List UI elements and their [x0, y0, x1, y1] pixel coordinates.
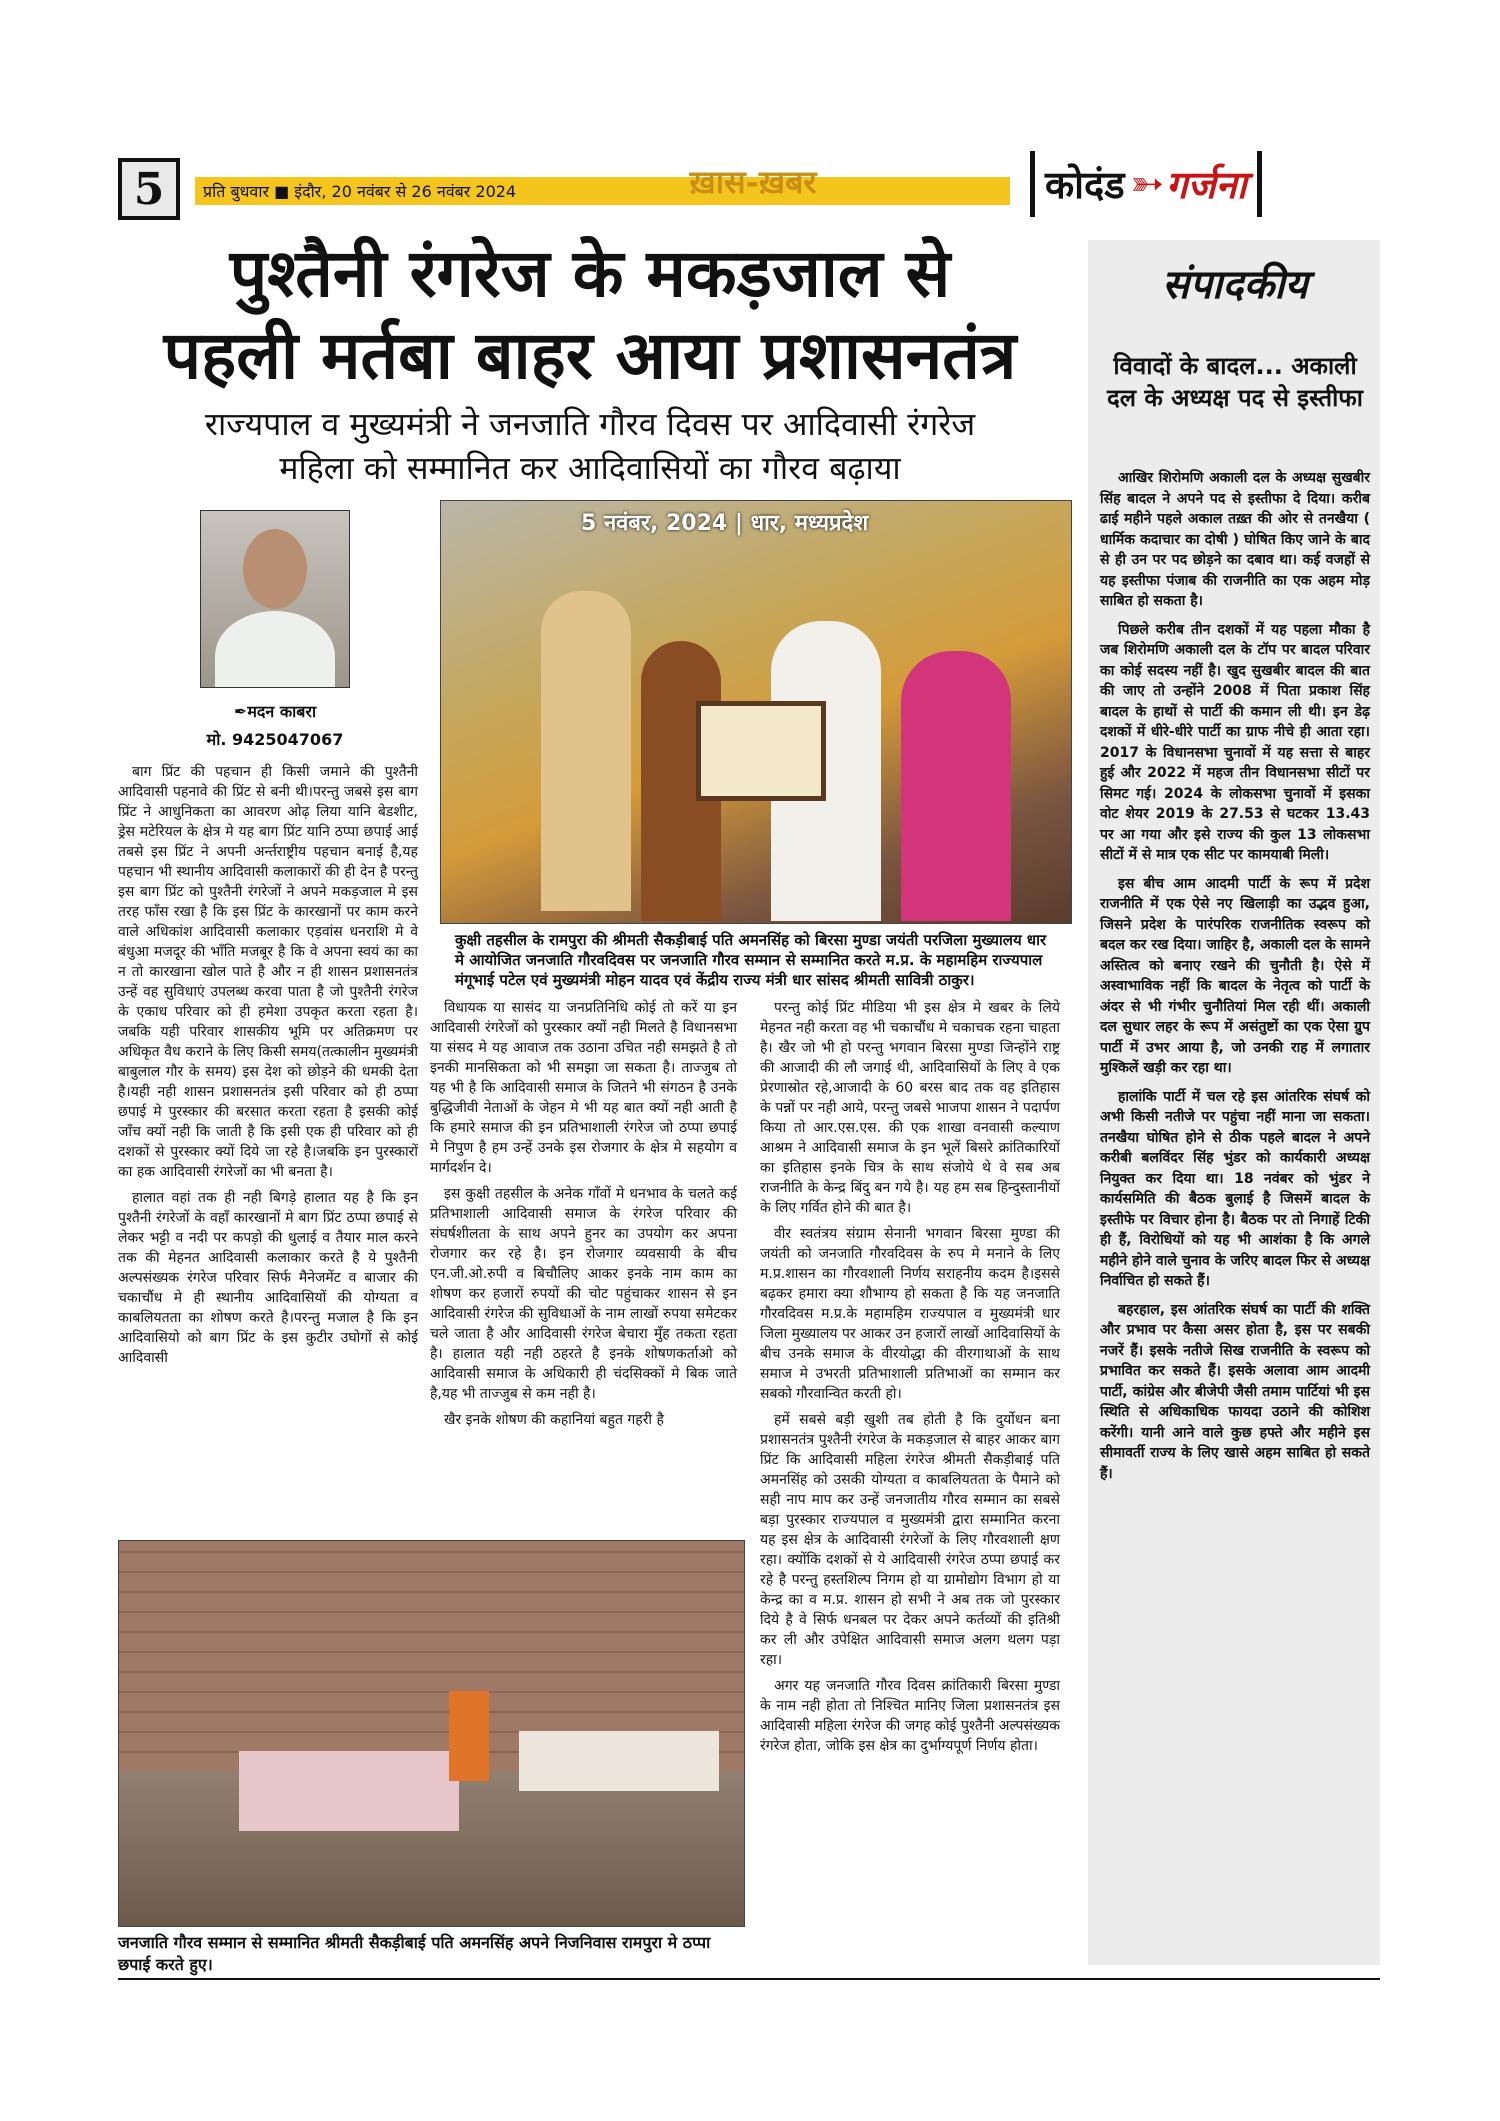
- paragraph: आखिर शिरोमणि अकाली दल के अध्यक्ष सुखबीर सिंह बादल ने अपने पद से इस्तीफा दे दिया। करीब ढाई महीने पहले अकाल तख़्त की ओर से तनखैया ( धार्मिक कदाचार का दोषी ) घोषित किए जाने के बाद से ही उन पर पद छोड़ने का दबाव था। कई वजहों से यह इस्तीफा पंजाब की राजनीति का एक अहम मोड़ साबित हो सकता है।: [1100, 470, 1370, 609]
- photo-figure: [541, 591, 631, 911]
- photo-chair: [449, 1691, 489, 1781]
- paragraph: हालात वहां तक ही नही बिगड़े हालात यह है कि इन पुश्तैनी रंगरेजों के वहाँ कारखानों मे बाग प्रिंट ठप्पा छपाई से लेकर भट्टी व नदी पर कपड़ो की धुलाई व तैयार माल करने तक की मेहनत आदिवासी कलाकार करते है ये पुश्तैनी अल्पसंख्यक रंगरेज परिवार सिर्फ मैनेजमेंट व बाजार की चकाचौंध मे ही स्थानीय आदिवासियों की योग्यता व काबलियतता का शोषण करते है।परन्तु मजाल है कि इन आदिवासियो को बाग प्रिंट के इस कुटीर उघोगों से कोई आदिवासी: [118, 1190, 418, 1366]
- page-number: 5: [118, 158, 180, 220]
- paragraph: बहरहाल, इस आंतरिक संघर्ष का पार्टी की शक्ति और प्रभाव पर कैसा असर होता है, इस पर सबकी नजरें हैं। इसके नतीजे सिख राजनीति के स्वरूप को प्रभावित कर सकते हैं। इसके अलावा आम आदमी पार्टी, कांग्रेस और बीजेपी जैसी तमाम पार्टियां भी इस स्थिति से अधिकाधिक फायदा उठाने की कोशिश करेंगी। यानी आने वाले कुछ हफ्ते और महीने इस सीमावर्ती राज्य के लिए खासे अहम साबित हो सकते हैं।: [1100, 1301, 1370, 1482]
- dateline: प्रति बुधवार ■ इंदौर, 20 नवंबर से 26 नवंबर 2024: [195, 177, 1010, 205]
- photo-print-table: [239, 1751, 459, 1831]
- author-photo-body: [215, 611, 335, 688]
- author-phone: मो. 9425047067: [206, 730, 344, 749]
- logo-divider: [1030, 151, 1035, 217]
- paragraph: विधायक या सासंद या जनप्रतिनिधि कोई तो करें या इन आदिवासी रंगरेजों को पुरस्कार क्यों नही मिलते है विधानसभा या संसद मे यह आवाज तक उठाना उचित नही समझते है तो इनकी मानसिकता को भी समझा जा सकता है। ताज्जुब तो यह भी है कि आदिवासी समाज के जितने भी संगठन है उनके बुद्धिजीवी नेताओं के जेहन मे भी यह बात क्यों नही आती है कि हमारे समाज की इन प्रतिभाशाली रंगरेज जो ठप्पा छपाई मे निपुण है हम उन्हें उनके इस रोजगार के क्षेत्र मे सहयोग व मार्गदर्शन दे।: [430, 1000, 737, 1176]
- author-photo: [200, 510, 350, 688]
- arrow-icon: ➳: [1130, 161, 1165, 207]
- event-photo-caption: कुक्षी तहसील के रामपुरा की श्रीमती सैकड़ीबाई पति अमनसिंह को बिरसा मुण्डा जयंती परजिला मुख्यालय धार मे आयोजित जनजाति गौरवदिवस पर जनजाति गौरव सम्मान से सम्मानित करते म.प्र. के महामहिम राज्यपाल मंगूभाई पटेल एवं मुख्यमंत्री मोहन यादव एवं केंद्रीय राज्य मंत्री धार सांसद श्रीमती सावित्री ठाकुर।: [455, 931, 1047, 989]
- editorial-headline: विवादों के बादल... अकाली दल के अध्यक्ष पद से इस्तीफा: [1106, 352, 1364, 412]
- subhead-line-2: महिला को सम्मानित कर आदिवासियों का गौरव बढ़ाया: [279, 449, 901, 487]
- photo-banner-text: 5 नवंबर, 2024 | धार, मध्यप्रदेश: [581, 511, 869, 536]
- article-column-1: [118, 762, 418, 1374]
- author-name-text: मदन काबरा: [247, 702, 317, 721]
- article-column-3: [760, 998, 1060, 1762]
- editorial-body: [1100, 468, 1370, 1492]
- article-subhead: [110, 402, 1070, 490]
- paragraph: अगर यह जनजाति गौरव दिवस क्रांतिकारी बिरसा मुण्डा के नाम नही होता तो निश्चित मानिए जिला प्रशासनतंत्र इस आदिवासी महिला रंगरेज की जगह कोई पुश्तैनी अल्पसंख्यक रंगरेज होता, जोकि इस क्षेत्र का दुर्भाग्यपूर्ण निर्णय होता।: [760, 1678, 1060, 1754]
- paragraph: इस कुक्षी तहसील के अनेक गाँवों मे धनभाव के चलते कई प्रतिभाशाली आदिवासी समाज के रंगरेज परिवार की संघर्षशीलता के साथ अपने हुनर का उपयोग कर अपना रोजगार कर रहे है। इन रोजगार व्यवसायी के बीच एन.जी.ओ.रुपी व बिचौलिए आकर इनके नाम काम का शोषण कर हजारों रुपयों की चोट पहुंचाकर शासन से इन आदिवासी रंगरेज की सुविधाओं के नाम लाखों रुपया समेटकर चले जाता है और आदिवासी रंगरेज बेचारा मुँह तकता रहता है। हालात यही नही ठहरते है इनके शोषणकर्ताओ को आदिवासी समाज के अधिकारी ही चंदसिक्कों मे बिक जाते है,यह भी ताज्जुब से कम नही है।: [430, 1186, 737, 1402]
- editorial-title: संपादकीय: [1162, 261, 1308, 308]
- subhead-line-1: राज्यपाल व मुख्यमंत्री ने जनजाति गौरव दिवस पर आदिवासी रंगरेज: [204, 405, 976, 443]
- photo-print-table: [519, 1731, 719, 1791]
- masthead-logo: [1030, 150, 1360, 218]
- paragraph: हमें सबसे बड़ी खुशी तब होती है कि दुर्योधन बना प्रशासनतंत्र पुश्तैनी रंगरेज के मकड़जाल से बाहर आकर बाग प्रिंट कि आदिवासी महिला रंगरेज श्रीमती सैकड़ीबाई पति अमनसिंह को उसकी योग्यता व काबलियतता के पैमाने को सही नाप माप कर उन्हें जनजातीय गौरव सम्मान का सबसे बड़ा पुरस्कार राज्यपाल व मुख्यमंत्री द्वारा सम्मानित करना यह इस क्षेत्र के आदिवासी रंगरेजों के लिए गौरवशाली क्षण रहा। क्योंकि दशकों से ये आदिवासी रंगरेज ठप्पा छपाई कर रहे है परन्तु हस्तशिल्प निगम हो या ग्रामोद्योग विभाग हो या केन्द्र का व म.प्र. शासन हो सभी ने अब तक जो पुरस्कार दिये है वे सिर्फ धनबल पर देकर अपने कर्तव्यों की इतिश्री कर ली और उपेक्षित आदिवासी समाज अलग थलग पड़ा रहा।: [760, 1412, 1060, 1668]
- photo-figure: [901, 651, 1011, 921]
- workshop-photo: [118, 1540, 745, 1927]
- author-name: [200, 700, 350, 722]
- workshop-photo-caption: जनजाति गौरव सम्मान से सम्मानित श्रीमती सैकड़ीबाई पति अमनसिंह अपने निजनिवास रामपुरा मे ठप्पा छपाई करते हुए।: [118, 1933, 711, 1974]
- logo-text-part1: कोदंड: [1045, 163, 1125, 207]
- paragraph: परन्तु कोई प्रिंट मीडिया भी इस क्षेत्र मे खबर के लिये मेहनत नही करता वह भी चकाचौंध मे चकाचक रहना चाहता है। खैर जो भी हो परन्तु भगवान बिरसा मुण्डा जिन्होंने राष्ट्र की आजादी की लौ जगाई थी, आदिवासियों के लिए वे एक प्रेरणास्रोत रहे,आजादी के 60 बरस बाद तक वह इतिहास के पन्नों पर नही आये, परन्तु जबसे भाजपा शासन ने पदार्पण किया तो आर.एस.एस. की एक शाखा वनवासी कल्याण आश्रम ने आदिवासी समाज के इन भूलें बिसरे क्रांतिकारियों का इतिहास इनके चित्र के साथ संजोये थे वे सब अब राजनीति के केन्द्र बिंदु बन गये है। यह हम सब हिन्दुस्तानीयों के लिए गर्वित होने की बात है।: [760, 1000, 1060, 1216]
- article-headline: [110, 232, 1070, 396]
- article-column-2: [430, 998, 737, 1436]
- logo-text-part2: गर्जना: [1166, 163, 1247, 207]
- bottom-rule: [118, 1978, 1380, 1980]
- logo-divider: [1257, 151, 1262, 217]
- pen-icon: ✒: [233, 702, 248, 721]
- paragraph: हालांकि पार्टी में चल रहे इस आंतरिक संघर्ष को अभी किसी नतीजे पर पहुंचा नहीं माना जा सकता। तनखैया घोषित होने से ठीक पहले बादल ने अपने करीबी बलविंदर सिंह भुंडर को कार्यकारी अध्यक्ष नियुक्त कर दिया था। 18 नवंबर को भुंडर ने कार्यसमिति की बैठक बुलाई है जिसमें बादल के इस्तीफे पर विचार होना है। बैठक पर तो निगाहें टिकी ही हैं, विरोधियों को यह भी आशंका है कि अगले महीने होने वाले चुनाव के जरिए बादल फिर से अध्यक्ष निर्वाचित हो सकते हैं।: [1100, 1088, 1370, 1289]
- paragraph: इस बीच आम आदमी पार्टी के रूप में प्रदेश राजनीति में एक ऐसे नए खिलाड़ी का उद्भव हुआ, जिसने प्रदेश के पारंपरिक राजनीतिक स्वरूप को बदल कर रख दिया। जाहिर है, अकाली दल के सामने अस्तित्व को बनाए रखने की चुनौती है। ऐसे में अस्वाभाविक नहीं कि बादल के नेतृत्व को पार्टी के अंदर से भी गंभीर चुनौतियां मिल रही थीं। अकाली दल सुधार लहर के रूप में असंतुष्टों का एक ऐसा ग्रुप पार्टी में उभर आया है, जो उनकी राह में लगातार मुश्किलें खड़ी कर रहा था।: [1100, 875, 1370, 1076]
- paragraph: वीर स्वतंत्रय संग्राम सेनानी भगवान बिरसा मुण्डा की जयंती को जनजाति गौरवदिवस के रुप मे मनाने के लिए म.प्र.शासन का गौरवशाली निर्णय सराहनीय कदम है।इससे बढ़कर हमारा क्या शौभाग्य हो सकता है कि यह जनजाति गौरवदिवस म.प्र.के महामहिम राज्यपाल व मुख्यमंत्री धार जिला मुख्यालय पर आकर उन हजारों लाखों आदिवासियों के बीच उनके समाज के वीरयोद्धा की वीरगाथाओं के साथ समाज मे उभरती प्रतिभाशाली प्रतिभाओं का सम्मान कर सबको गौरवान्वित करती हो।: [760, 1226, 1060, 1402]
- photo-certificate: [696, 701, 826, 801]
- paragraph: पिछले करीब तीन दशकों में यह पहला मौका है जब शिरोमणि अकाली दल के टॉप पर बादल परिवार का कोई सदस्य नहीं है। खुद सुखबीर बादल की बात की जाए तो उन्होंने 2008 में पिता प्रकाश सिंह बादल के हाथों से पार्टी की कमान ली थी। इन डेढ़ दशकों में धीरे-धीरे पार्टी का ग्राफ नीचे ही आता रहा। 2017 के विधानसभा चुनावों में यह सत्ता से बाहर हुई और 2022 में महज तीन विधानसभा सीटों पर सिमट गई। 2024 के लोकसभा चुनावों में इसका वोट शेयर 2019 के 27.53 से घटकर 13.43 पर आ गया और इसे राज्य की कुल 13 लोकसभा सीटों में से मात्र एक सीट पर कामयाबी मिली।: [1100, 621, 1370, 863]
- paragraph: खैर इनके शोषण की कहानियां बहुत गहरी है: [444, 1412, 664, 1428]
- author-photo-head: [243, 529, 307, 609]
- section-tag: ख़ास-ख़बर: [689, 163, 817, 201]
- event-photo: [440, 500, 1072, 924]
- headline-line-2: पहली मर्तबा बाहर आया प्रशासनतंत्र: [163, 316, 1017, 394]
- paragraph: बाग प्रिंट की पहचान ही किसी जमाने की पुश्तैनी आदिवासी पहनावे की प्रिंट से बनी थी।परन्तु जबसे इस बाग प्रिंट ने आधुनिकता का आवरण ओढ़ लिया यानि बेडशीट, ड्रेस मटेरियल के क्षेत्र मे यह बाग प्रिंट यानि ठप्पा छपाई आई तबसे इस प्रिंट ने अपनी अर्न्तराष्ट्रीय पहचान बनाई है,यह पहचान भी स्थानीय आदिवासी कलाकारों की ही देन है परन्तु इस बाग प्रिंट को पुश्तैनी रंगरेजों ने अपने मकड़जाल मे इस तरह फाँस रखा है कि इस प्रिंट के कारखानों पर काम करने वाले अधिकांश आदिवासी कलाकार एड़वांस धनराशि मे वे बंधुआ मजदूर की भाँति मजबूर है कि वे अपना स्वयं का का न तो कारखाना खोल पाते है और न ही शासन प्रशासनतंत्र उन्हें वह सुविधाएं उपलब्ध करवा पाता है जो पुश्तैनी रंगरेज के एकाध परिवार को ही हमेशा उपकृत करता रहता है।जबकि यही परिवार शासकीय भूमि पर अतिक्रमण पर अधिकृत वैध कराने के लिए किसी समय(तत्कालीन मुख्यमंत्री बाबुलाल गौर के समय) इस देश को छोड़ने की धमकी देता है।यही नही शासन प्रशासनतंत्र इसी परिवार को ही ठप्पा छपाई मे पुरस्कार की बरसात करता रहता है इसकी कोई जाँच क्यों नही कि जाती है कि इसी एक ही परिवार को ही दशकों से पुरस्कार क्यों दिये जा रहे है।जबकि इन पुरस्कारों का हक आदिवासी रंगरेजों का भी बनता है।: [118, 764, 418, 1180]
- headline-line-1: पुश्तैनी रंगरेज के मकड़जाल से: [229, 234, 951, 312]
